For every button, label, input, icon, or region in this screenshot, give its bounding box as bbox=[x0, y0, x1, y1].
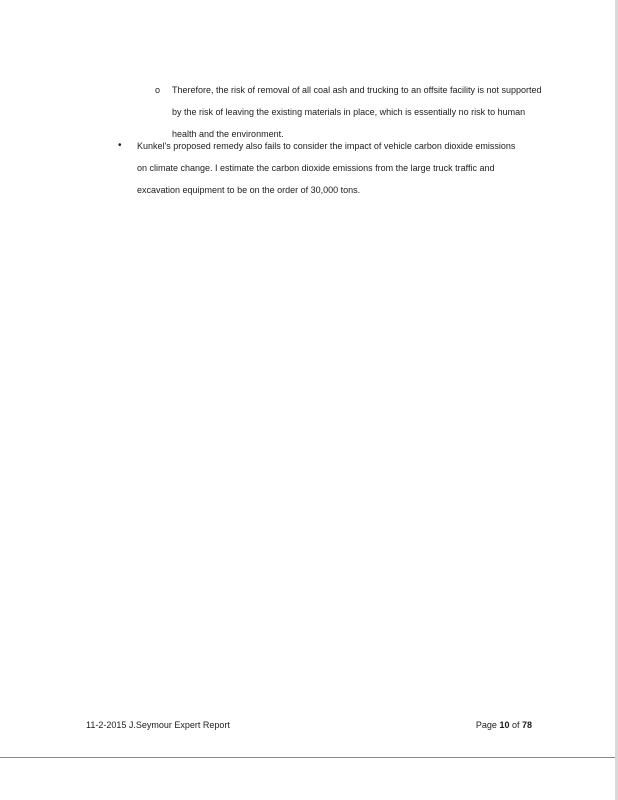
page-label: Page bbox=[475, 720, 500, 730]
bullet-text: Kunkel's proposed remedy also fails to consider the impact of vehicle carbon dioxide emissions on climate change. I estimate the carbon dioxide emissions from the large truck traffic and excavation equipment to be on the order of 30,000 tons. bbox=[137, 141, 516, 195]
footer-page-number bbox=[476, 717, 532, 733]
scan-bottom-edge-line bbox=[0, 757, 618, 758]
sub-bullet-marker: o bbox=[155, 85, 161, 95]
sub-bullet-text: Therefore, the risk of removal of all coal ash and trucking to an offsite facility is not supported by the risk of leaving the existing materials in place, which is essentially no risk to human health and the environment. bbox=[172, 85, 542, 139]
bullet-marker: • bbox=[118, 140, 122, 151]
page-total: 78 bbox=[521, 720, 532, 730]
page-footer bbox=[86, 717, 532, 733]
page-current: 10 bbox=[499, 720, 510, 730]
footer-report-title: 11-2-2015 J.Seymour Expert Report bbox=[86, 720, 230, 730]
page-of-label: of bbox=[509, 720, 522, 730]
